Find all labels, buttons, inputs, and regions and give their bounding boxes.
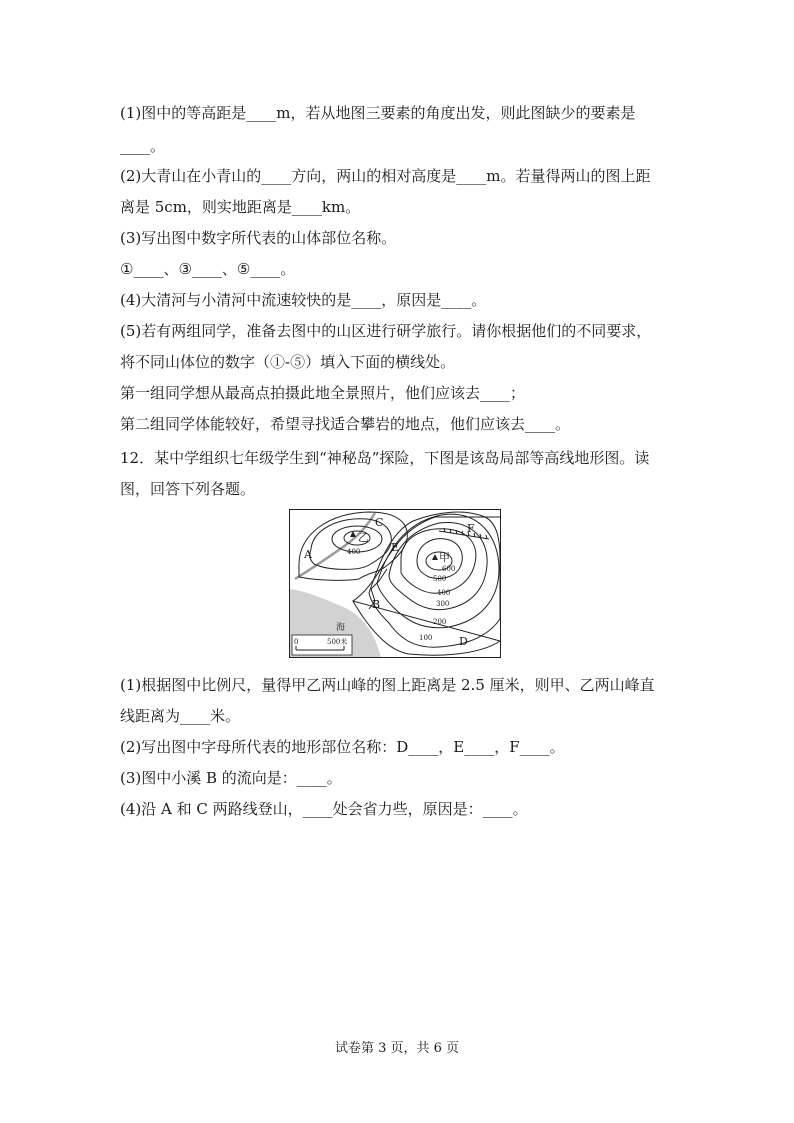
label-b: B: [372, 598, 381, 611]
contour-label-100: 100: [419, 634, 433, 642]
q12-part1-line2: 线距离为____米。: [120, 707, 241, 725]
contour-label-400: 400: [437, 589, 451, 597]
label-d: D: [459, 635, 468, 648]
q11-part5-group1: 第一组同学想从最高点拍摄此地全景照片，他们应该去____；: [120, 384, 526, 402]
q12-part1-line1: (1)根据图中比例尺，量得甲乙两山峰的图上距离是 2.5 厘米，则甲、乙两山峰直: [120, 676, 655, 694]
q11-part1-line2: ____。: [120, 137, 166, 155]
q12-stem-line1: 12．某中学组织七年级学生到“神秘岛”探险，下图是该岛局部等高线地形图。读: [120, 449, 650, 467]
q12-part2-line: (2)写出图中字母所代表的地形部位名称：D____，E____，F____。: [120, 738, 565, 756]
q11-part5-line2: 将不同山体位的数字（①-⑤）填入下面的横线处。: [120, 353, 456, 371]
label-f: F: [467, 522, 475, 535]
q11-part2-line1: (2)大青山在小青山的____方向，两山的相对高度是____m。若量得两山的图上距: [120, 167, 651, 185]
contour-label-500-inner: 500: [433, 575, 447, 583]
q11-part5-line1: (5)若有两组同学，准备去图中的山区进行研学旅行。请你根据他们的不同要求，: [120, 322, 652, 340]
scale-bar: [292, 635, 352, 655]
q11-part5-group2: 第二组同学体能较好，希望寻找适合攀岩的地点，他们应该去____。: [120, 415, 571, 433]
q11-part3-line2: ①____、③____、⑤____。: [120, 260, 296, 278]
scale-zero: 0: [294, 638, 299, 646]
peak-jia-marker: [432, 554, 438, 560]
contour-label-600: 600: [442, 565, 456, 573]
contour-label-200: 200: [433, 618, 447, 626]
label-a: A: [304, 548, 312, 561]
q11-part1-line1: (1)图中的等高距是____m，若从地图三要素的角度出发，则此图缺少的要素是: [120, 104, 636, 122]
scale-distance: 500米: [327, 638, 348, 646]
q12-stem-line2: 图，回答下列各题。: [120, 480, 256, 498]
q11-part4-line: (4)大清河与小清河中流速较快的是____，原因是____。: [120, 291, 487, 309]
contour-label-300: 300: [436, 600, 450, 608]
label-c: C: [375, 516, 384, 529]
q11-part3-line1: (3)写出图中数字所代表的山体部位名称。: [120, 229, 397, 247]
q12-part3-line: (3)图中小溪 B 的流向是：____。: [120, 769, 342, 787]
contour-map: [289, 509, 501, 658]
label-sea: 海: [336, 623, 346, 633]
label-peak-jia: 甲: [439, 551, 450, 564]
page-footer: 试卷第 3 页，共 6 页: [334, 1041, 460, 1056]
q12-part4-line: (4)沿 A 和 C 两路线登山，____处会省力些，原因是：____。: [120, 800, 528, 818]
label-peak-yi: 乙: [358, 531, 369, 544]
contour-label-400-left: 400: [347, 548, 361, 556]
q11-part2-line2: 离是 5cm，则实地距离是____km。: [120, 198, 361, 216]
label-e: E: [391, 541, 400, 554]
